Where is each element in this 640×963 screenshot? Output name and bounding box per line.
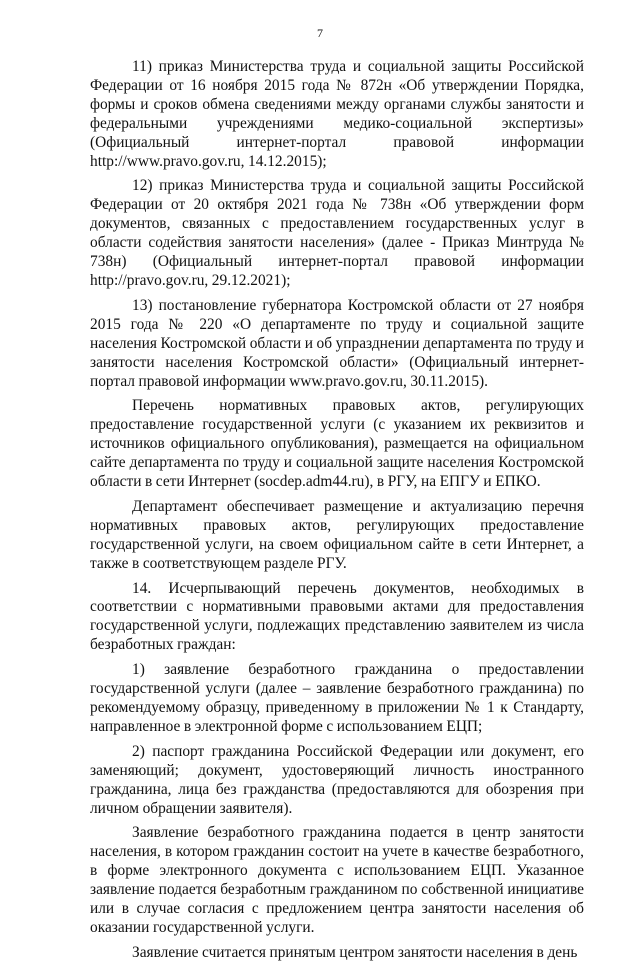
paragraph-application-submission: Заявление безработного гражданина подается в центр занятости населения, в котором гражданин состоит на учете в качестве безработного, в форме электронного документа с использованием ЕЦП. Указанное заявление подается безработным гражданином по собственной инициативе или в случае согласия с предложением центра занятости населения об оказании государственной услуги. bbox=[90, 824, 584, 936]
paragraph-application-accepted: Заявление считается принятым центром занятости населения в день bbox=[132, 943, 578, 961]
paragraph-department: Департамент обеспечивает размещение и актуализацию перечня нормативных правовых актов, регулирующих предоставление государственной услуги, на своем официальном сайте в сети Интернет, а также в соответствующем разделе РГУ. bbox=[90, 497, 584, 572]
document-body bbox=[90, 58, 584, 963]
paragraph-item-12: 12) приказ Министерства труда и социальной защиты Российской Федерации от 20 октября 2021 года № 738н «Об утверждении форм документов, связанных с предоставлением государственных услуг в области содействия занятости населения» (далее - Приказ Минтруда № 738н) (Официальный интернет-портал правовой информации http://pravo.gov.ru, 29.12.2021); bbox=[90, 177, 584, 289]
paragraph-item-passport: 2) паспорт гражданина Российской Федерации или документ, его заменяющий; документ, удостоверяющий личность иностранного гражданина, лица без гражданства (предоставляются для обозрения при личном обращении заявителя). bbox=[90, 742, 584, 817]
paragraph-item-11: 11) приказ Министерства труда и социальной защиты Российской Федерации от 16 ноября 2015 года № 872н «Об утверждении Порядка, формы и сроков обмена сведениями между органами службы занятости и федеральными учреждениями медико-социальной экспертизы» (Официальный интернет-портал правовой информации http://www.pravo.gov.ru, 14.12.2015); bbox=[90, 58, 584, 170]
page-number: 7 bbox=[317, 26, 323, 40]
paragraph-item-13: 13) постановление губернатора Костромской области от 27 ноября 2015 года № 220 «О департаменте по труду и социальной защите населения Костромской области и об упразднении департамента по труду и занятости населения Костромской области» (Официальный интернет-портал правовой информации www.pravo.gov.ru, 30.11.2015). bbox=[90, 296, 584, 390]
paragraph-item-application: 1) заявление безработного гражданина о предоставлении государственной услуги (далее – заявление безработного гражданина) по рекомендуемому образцу, приведенному в приложении № 1 к Стандарту, направленное в электронной форме с использованием ЕЦП; bbox=[90, 661, 584, 735]
paragraph-acts-list: Перечень нормативных правовых актов, регулирующих предоставление государственной услуги (с указанием их реквизитов и источников официального опубликования), размещается на официальном сайте департамента по труду и социальной защите населения Костромской области в сети Интернет (socdep.adm44.ru), в РГУ, на ЕПГУ и ЕПКО. bbox=[90, 397, 584, 491]
paragraph-section-14: 14. Исчерпывающий перечень документов, необходимых в соответствии с нормативными правовыми актами для предоставления государственной услуги, подлежащих представлению заявителем из числа безработных граждан: bbox=[90, 579, 584, 654]
